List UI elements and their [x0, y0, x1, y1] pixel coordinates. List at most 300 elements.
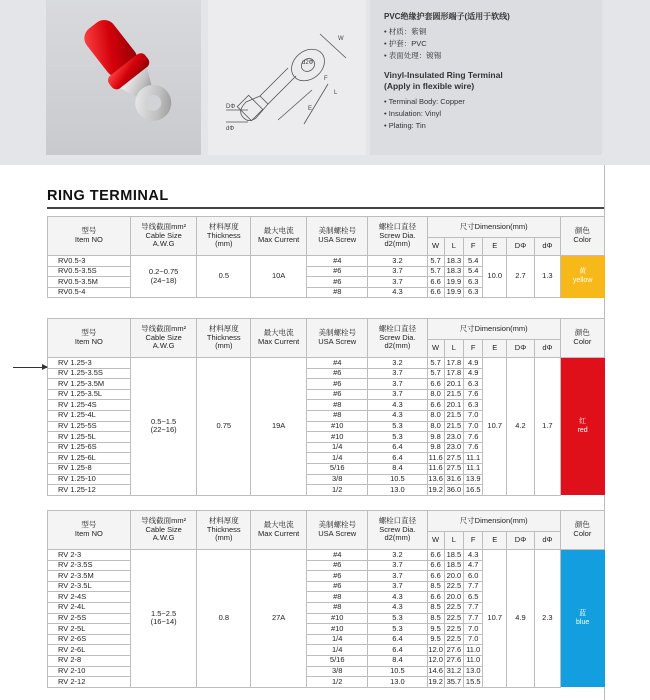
dim-f: 7.6 — [464, 442, 483, 453]
header-item-line-1: Item NO — [74, 235, 103, 244]
header-thickness-line-2: (mm) — [215, 239, 233, 249]
usa-screw: #8 — [307, 602, 368, 613]
item-no: RV 1.25-3.5S — [48, 368, 131, 379]
color-swatch — [560, 256, 604, 298]
usa-screw: #6 — [307, 379, 368, 390]
dim-l: 31.6 — [444, 474, 463, 485]
dim-l: 22.5 — [444, 602, 463, 613]
screw-dia: 13.0 — [368, 485, 427, 496]
dim-l: 27.6 — [444, 655, 463, 666]
label-d-small: dΦ — [226, 126, 235, 132]
dim-l: 21.5 — [444, 421, 463, 432]
usa-screw: #8 — [307, 287, 368, 298]
item-no: RV 2-5S — [48, 613, 131, 624]
usa-screw: 3/8 — [307, 666, 368, 677]
dim-f: 6.3 — [464, 400, 483, 411]
header-thickness-line-1: Thickness — [206, 332, 241, 342]
item-no: RV 2-3.5S — [48, 560, 131, 571]
max-current-value: 19A — [251, 358, 307, 496]
cable-mm2: 0.2~0.75 — [148, 267, 179, 277]
dim-w: 5.7 — [427, 358, 444, 369]
dim-d-small: 1.7 — [534, 358, 560, 496]
usa-screw: 3/8 — [307, 474, 368, 485]
label-f: F — [324, 76, 328, 82]
item-no: RV0.5-3.5M — [48, 277, 131, 288]
header-cable-line-1: Cable Size — [145, 230, 182, 240]
item-no: RV 2-4S — [48, 592, 131, 603]
dim-w: 8.0 — [427, 389, 444, 400]
screw-dia: 4.3 — [368, 602, 427, 613]
item-no: RV 2-3 — [48, 550, 131, 561]
usa-screw: #10 — [307, 624, 368, 635]
en-plating: • Plating: Tin — [384, 121, 426, 130]
header-dim-d-small: dΦ — [534, 340, 560, 358]
item-no: RV 1.25-10 — [48, 474, 131, 485]
usa-screw: 1/4 — [307, 442, 368, 453]
header-item-line-0: 型号 — [81, 226, 97, 236]
header-usa-screw-line-1: USA Screw — [318, 529, 357, 538]
header-cable-line-2: A.W.G — [152, 533, 175, 543]
header-usa-screw-line-0: 美制螺栓号 — [318, 226, 356, 236]
dim-f: 13.0 — [464, 666, 483, 677]
header-current-line-1: Max Current — [258, 337, 300, 346]
screw-dia: 3.2 — [368, 550, 427, 561]
item-no: RV 1.25-5S — [48, 421, 131, 432]
product-description — [370, 0, 602, 155]
header-screw-dia-line-2: d2(mm) — [384, 239, 411, 249]
screw-dia: 4.3 — [368, 410, 427, 421]
item-no: RV 1.25-6L — [48, 453, 131, 464]
dim-l: 21.5 — [444, 389, 463, 400]
en-title — [384, 70, 503, 92]
header-screw-dia — [368, 217, 427, 256]
dim-w: 12.0 — [428, 655, 443, 665]
item-no: RV 1.25-8 — [48, 463, 131, 474]
dim-w: 8.0 — [427, 410, 444, 421]
dim-w: 8.0 — [427, 421, 444, 432]
item-no: RV 1.25-4L — [48, 410, 131, 421]
dimension-drawing — [208, 0, 366, 155]
max-current-value: 27A — [251, 550, 307, 688]
dim-f: 7.7 — [464, 602, 483, 613]
dim-w: 5.7 — [427, 368, 444, 379]
cable-size — [130, 358, 197, 496]
dim-l: 18.5 — [444, 560, 463, 571]
usa-screw: #6 — [307, 560, 368, 571]
screw-dia: 4.3 — [368, 287, 427, 298]
dim-l: 18.5 — [444, 550, 463, 561]
header-dim-f: F — [464, 532, 483, 550]
color-en: yellow — [572, 276, 593, 284]
screw-dia: 5.3 — [368, 624, 427, 635]
dim-l: 22.5 — [444, 613, 463, 624]
max-current-value: 10A — [251, 256, 307, 298]
screw-dia: 3.7 — [368, 389, 427, 400]
header-dim-e: E — [483, 340, 507, 358]
screw-dia: 6.4 — [368, 645, 427, 656]
screw-dia: 3.2 — [368, 256, 427, 267]
usa-screw: #8 — [307, 400, 368, 411]
dim-l: 20.1 — [444, 400, 463, 411]
header-item-line-0: 型号 — [81, 520, 97, 530]
spec-table — [47, 510, 605, 688]
zh-sleeve: • 护套：PVC — [384, 39, 427, 48]
header-screw-dia-line-1: Screw Dia. — [379, 524, 416, 534]
label-e: E — [308, 106, 313, 112]
table-row — [48, 358, 605, 369]
header-thickness-line-2: (mm) — [215, 341, 233, 351]
screw-dia: 3.7 — [368, 379, 427, 390]
item-no: RV 1.25-6S — [48, 442, 131, 453]
header-cable — [130, 319, 197, 358]
header-color — [560, 217, 604, 256]
dim-l: 22.5 — [444, 624, 463, 635]
header-cable-line-0: 导线截面mm² — [141, 516, 187, 526]
header-dim-w: W — [427, 238, 444, 256]
header-current-line-1: Max Current — [258, 529, 300, 538]
dim-f: 7.0 — [464, 410, 483, 421]
header-item-line-1: Item NO — [74, 529, 103, 538]
usa-screw: #6 — [307, 581, 368, 592]
usa-screw: #8 — [307, 592, 368, 603]
usa-screw: #10 — [307, 432, 368, 443]
en-body: • Terminal Body: Copper — [384, 97, 465, 106]
dim-w: 6.6 — [427, 560, 444, 571]
item-no: RV0.5-3.5S — [48, 266, 131, 277]
header-item-line-1: Item NO — [74, 337, 103, 346]
header-item — [48, 511, 131, 550]
header-dim-e: E — [483, 532, 507, 550]
usa-screw: #6 — [307, 571, 368, 582]
color-en: red — [577, 426, 588, 434]
header-thickness-line-0: 材料厚度 — [208, 222, 239, 232]
header-screw-dia — [368, 319, 427, 358]
usa-screw: #10 — [307, 421, 368, 432]
table-row — [48, 550, 605, 561]
zh-surface: • 表面处理：镀锡 — [384, 51, 442, 60]
header-thickness — [197, 511, 251, 550]
item-no: RV 2-10 — [48, 666, 131, 677]
dim-w: 9.8 — [427, 432, 444, 443]
header-current-line-0: 最大电流 — [263, 520, 294, 530]
header-screw-dia-line-1: Screw Dia. — [379, 230, 416, 240]
header-color-line-1: Color — [573, 235, 592, 244]
header-dimension: 尺寸Dimension(mm) — [427, 511, 560, 532]
header-dim-l: L — [444, 340, 463, 358]
dim-w: 11.6 — [428, 452, 443, 462]
spec-table — [47, 216, 605, 298]
screw-dia: 6.4 — [368, 453, 427, 464]
header-cable-line-1: Cable Size — [145, 332, 182, 342]
dim-f: 13.9 — [464, 474, 483, 485]
section-divider — [47, 207, 604, 209]
header-dim-f: F — [464, 238, 483, 256]
header-screw-dia-line-0: 螺栓口直径 — [378, 516, 417, 526]
dim-w: 12.0 — [428, 644, 443, 654]
dim-l: 31.2 — [444, 666, 463, 677]
dim-l: 35.7 — [444, 677, 463, 688]
dim-d-phi: 4.2 — [507, 358, 535, 496]
header-usa-screw-line-0: 美制螺栓号 — [318, 328, 356, 338]
usa-screw: 5/16 — [307, 655, 368, 666]
dim-f: 6.3 — [464, 379, 483, 390]
usa-screw: 1/4 — [307, 645, 368, 656]
cable-awg: (24~18) — [150, 275, 177, 285]
dim-w: 6.6 — [427, 400, 444, 411]
dim-w: 19.2 — [428, 484, 443, 494]
screw-dia: 13.0 — [368, 677, 427, 688]
section-title: RING TERMINAL — [47, 188, 169, 204]
dim-w: 13.6 — [428, 474, 443, 484]
usa-screw: 5/16 — [307, 463, 368, 474]
cable-size — [130, 550, 197, 688]
header-screw-dia-line-2: d2(mm) — [384, 533, 411, 543]
header-cable — [130, 511, 197, 550]
header-dim-d-phi: DΦ — [507, 340, 535, 358]
item-no: RV 1.25-3 — [48, 358, 131, 369]
dim-l: 23.0 — [444, 442, 463, 453]
screw-dia: 3.2 — [368, 358, 427, 369]
header-dimension: 尺寸Dimension(mm) — [427, 319, 560, 340]
dim-f: 4.7 — [464, 560, 483, 571]
dim-l: 22.5 — [444, 634, 463, 645]
header-screw-dia-line-0: 螺栓口直径 — [378, 324, 417, 334]
dim-f: 11.1 — [464, 463, 483, 474]
header-usa-screw-line-0: 美制螺栓号 — [318, 520, 356, 530]
usa-screw: #4 — [307, 358, 368, 369]
item-no: RV 1.25-4S — [48, 400, 131, 411]
screw-dia: 8.4 — [368, 463, 427, 474]
item-no: RV 1.25-3.5M — [48, 379, 131, 390]
header-usa-screw — [307, 217, 368, 256]
screw-dia: 3.7 — [368, 368, 427, 379]
header-item-line-0: 型号 — [81, 328, 97, 338]
dim-l: 18.3 — [444, 266, 463, 277]
header-color-line-0: 颜色 — [574, 328, 590, 338]
header-thickness-line-1: Thickness — [206, 230, 241, 240]
item-no: RV 1.25-12 — [48, 485, 131, 496]
dim-f: 4.9 — [464, 358, 483, 369]
dim-f: 11.0 — [464, 655, 483, 666]
item-no: RV 2-3.5L — [48, 581, 131, 592]
dim-l: 27.5 — [444, 463, 463, 474]
dim-d-phi: 4.9 — [507, 550, 535, 688]
dim-e: 10.7 — [483, 550, 507, 688]
dim-f: 7.6 — [464, 389, 483, 400]
cable-mm2: 0.5~1.5 — [150, 416, 177, 426]
dim-w: 14.6 — [428, 666, 443, 676]
screw-dia: 3.7 — [368, 571, 427, 582]
dim-w: 6.6 — [427, 550, 444, 561]
color-en: blue — [576, 618, 590, 626]
en-title-line-2: (Apply in flexible wire) — [384, 81, 475, 91]
header-thickness — [197, 217, 251, 256]
dim-w: 6.6 — [427, 592, 444, 603]
row-pointer-arrow — [13, 367, 47, 368]
header-current-line-1: Max Current — [258, 235, 300, 244]
dim-l: 20.0 — [444, 592, 463, 603]
usa-screw: #6 — [307, 389, 368, 400]
dim-l: 20.1 — [444, 379, 463, 390]
item-no: RV 2-6L — [48, 645, 131, 656]
label-w: W — [338, 36, 344, 42]
header-cable-line-1: Cable Size — [145, 524, 182, 534]
screw-dia: 6.4 — [368, 442, 427, 453]
dim-l: 22.5 — [444, 581, 463, 592]
header-dim-d-small: dΦ — [534, 238, 560, 256]
dim-f: 7.0 — [464, 624, 483, 635]
screw-dia: 8.4 — [368, 655, 427, 666]
en-title-line-1: Vinyl-Insulated Ring Terminal — [384, 70, 503, 80]
header-thickness-line-1: Thickness — [206, 524, 241, 534]
header-color-line-1: Color — [573, 529, 592, 538]
dim-f: 15.5 — [464, 677, 483, 688]
dim-f: 11.0 — [464, 645, 483, 656]
header-color-line-0: 颜色 — [574, 226, 590, 236]
dim-w: 11.6 — [428, 463, 443, 473]
dim-f: 6.3 — [464, 277, 483, 288]
dim-l: 19.9 — [444, 287, 463, 298]
header-item — [48, 319, 131, 358]
usa-screw: #4 — [307, 256, 368, 267]
dim-l: 17.8 — [444, 358, 463, 369]
dim-l: 27.5 — [444, 453, 463, 464]
header-screw-dia — [368, 511, 427, 550]
label-l: L — [334, 90, 338, 96]
usa-screw: 1/2 — [307, 677, 368, 688]
dim-l: 19.9 — [444, 277, 463, 288]
dim-f: 6.5 — [464, 592, 483, 603]
header-dim-l: L — [444, 532, 463, 550]
cable-awg: (22~16) — [150, 425, 177, 435]
dim-w: 8.5 — [427, 602, 444, 613]
label-d2: d2Φ — [302, 60, 314, 66]
screw-dia: 6.4 — [368, 634, 427, 645]
dim-f: 6.3 — [464, 287, 483, 298]
top-banner — [0, 0, 650, 165]
technical-drawing — [208, 0, 366, 155]
screw-dia: 5.3 — [368, 421, 427, 432]
color-swatch — [560, 550, 604, 688]
header-cable-line-0: 导线截面mm² — [141, 324, 187, 334]
thickness-value: 0.5 — [197, 256, 251, 298]
screw-dia: 3.7 — [368, 277, 427, 288]
dim-f: 4.3 — [464, 550, 483, 561]
dim-w: 9.5 — [427, 624, 444, 635]
header-color — [560, 511, 604, 550]
dim-f: 4.9 — [464, 368, 483, 379]
item-no: RV 1.25-3.5L — [48, 389, 131, 400]
header-cable-line-2: A.W.G — [152, 239, 175, 249]
dim-f: 5.4 — [464, 256, 483, 267]
dim-w: 8.5 — [427, 613, 444, 624]
color-zh: 蓝 — [579, 610, 587, 618]
header-cable-line-2: A.W.G — [152, 341, 175, 351]
spec-table — [47, 318, 605, 496]
color-swatch — [560, 358, 604, 496]
header-screw-dia-line-1: Screw Dia. — [379, 332, 416, 342]
dim-w: 6.6 — [427, 571, 444, 582]
dim-f: 7.7 — [464, 613, 483, 624]
header-usa-screw-line-1: USA Screw — [318, 235, 357, 244]
dim-w: 6.6 — [427, 287, 444, 298]
usa-screw: 1/2 — [307, 485, 368, 496]
header-dim-e: E — [483, 238, 507, 256]
header-thickness — [197, 319, 251, 358]
usa-screw: #8 — [307, 410, 368, 421]
header-dim-l: L — [444, 238, 463, 256]
dim-f: 7.0 — [464, 634, 483, 645]
dim-f: 6.0 — [464, 571, 483, 582]
header-item — [48, 217, 131, 256]
header-dim-w: W — [427, 340, 444, 358]
dim-w: 6.6 — [427, 277, 444, 288]
header-thickness-line-0: 材料厚度 — [208, 324, 239, 334]
usa-screw: #6 — [307, 277, 368, 288]
header-thickness-line-2: (mm) — [215, 533, 233, 543]
header-dim-d-phi: DΦ — [507, 532, 535, 550]
cable-awg: (16~14) — [150, 617, 177, 627]
dim-w: 8.5 — [427, 581, 444, 592]
screw-dia: 3.7 — [368, 581, 427, 592]
dim-l: 36.0 — [444, 485, 463, 496]
header-usa-screw-line-1: USA Screw — [318, 337, 357, 346]
item-no: RV0.5-3 — [48, 256, 131, 267]
header-current — [251, 319, 307, 358]
cable-mm2: 1.5~2.5 — [150, 608, 177, 618]
header-dim-d-small: dΦ — [534, 532, 560, 550]
usa-screw: 1/4 — [307, 634, 368, 645]
header-current — [251, 217, 307, 256]
screw-dia: 4.3 — [368, 400, 427, 411]
thickness-value: 0.75 — [197, 358, 251, 496]
header-dimension: 尺寸Dimension(mm) — [427, 217, 560, 238]
dim-d-small: 2.3 — [534, 550, 560, 688]
table-row — [48, 256, 605, 267]
item-no: RV 2-4L — [48, 602, 131, 613]
header-color — [560, 319, 604, 358]
screw-dia: 10.5 — [368, 474, 427, 485]
dim-l: 21.5 — [444, 410, 463, 421]
dim-w: 5.7 — [427, 256, 444, 267]
header-screw-dia-line-0: 螺栓口直径 — [378, 222, 417, 232]
zh-material: • 材质：紫铜 — [384, 27, 427, 36]
dim-f: 11.1 — [464, 453, 483, 464]
header-color-line-1: Color — [573, 337, 592, 346]
header-cable — [130, 217, 197, 256]
screw-dia: 4.3 — [368, 592, 427, 603]
item-no: RV 2-12 — [48, 677, 131, 688]
item-no: RV 2-3.5M — [48, 571, 131, 582]
header-dim-w: W — [427, 532, 444, 550]
product-photo — [46, 0, 201, 155]
dim-w: 6.6 — [427, 379, 444, 390]
screw-dia: 3.7 — [368, 266, 427, 277]
thickness-value: 0.8 — [197, 550, 251, 688]
screw-dia: 10.5 — [368, 666, 427, 677]
dim-w: 19.2 — [428, 676, 443, 686]
usa-screw: #6 — [307, 266, 368, 277]
color-zh: 黄 — [579, 268, 587, 276]
dim-w: 9.8 — [427, 442, 444, 453]
zh-title: PVC绝缘护套圆形端子(适用于软线) — [384, 12, 510, 21]
dim-l: 18.3 — [444, 256, 463, 267]
dim-e: 10.7 — [483, 358, 507, 496]
dim-f: 5.4 — [464, 266, 483, 277]
ring-terminal-image — [46, 0, 201, 155]
table-rv05 — [47, 216, 605, 298]
dim-d-phi: 2.7 — [507, 256, 535, 298]
